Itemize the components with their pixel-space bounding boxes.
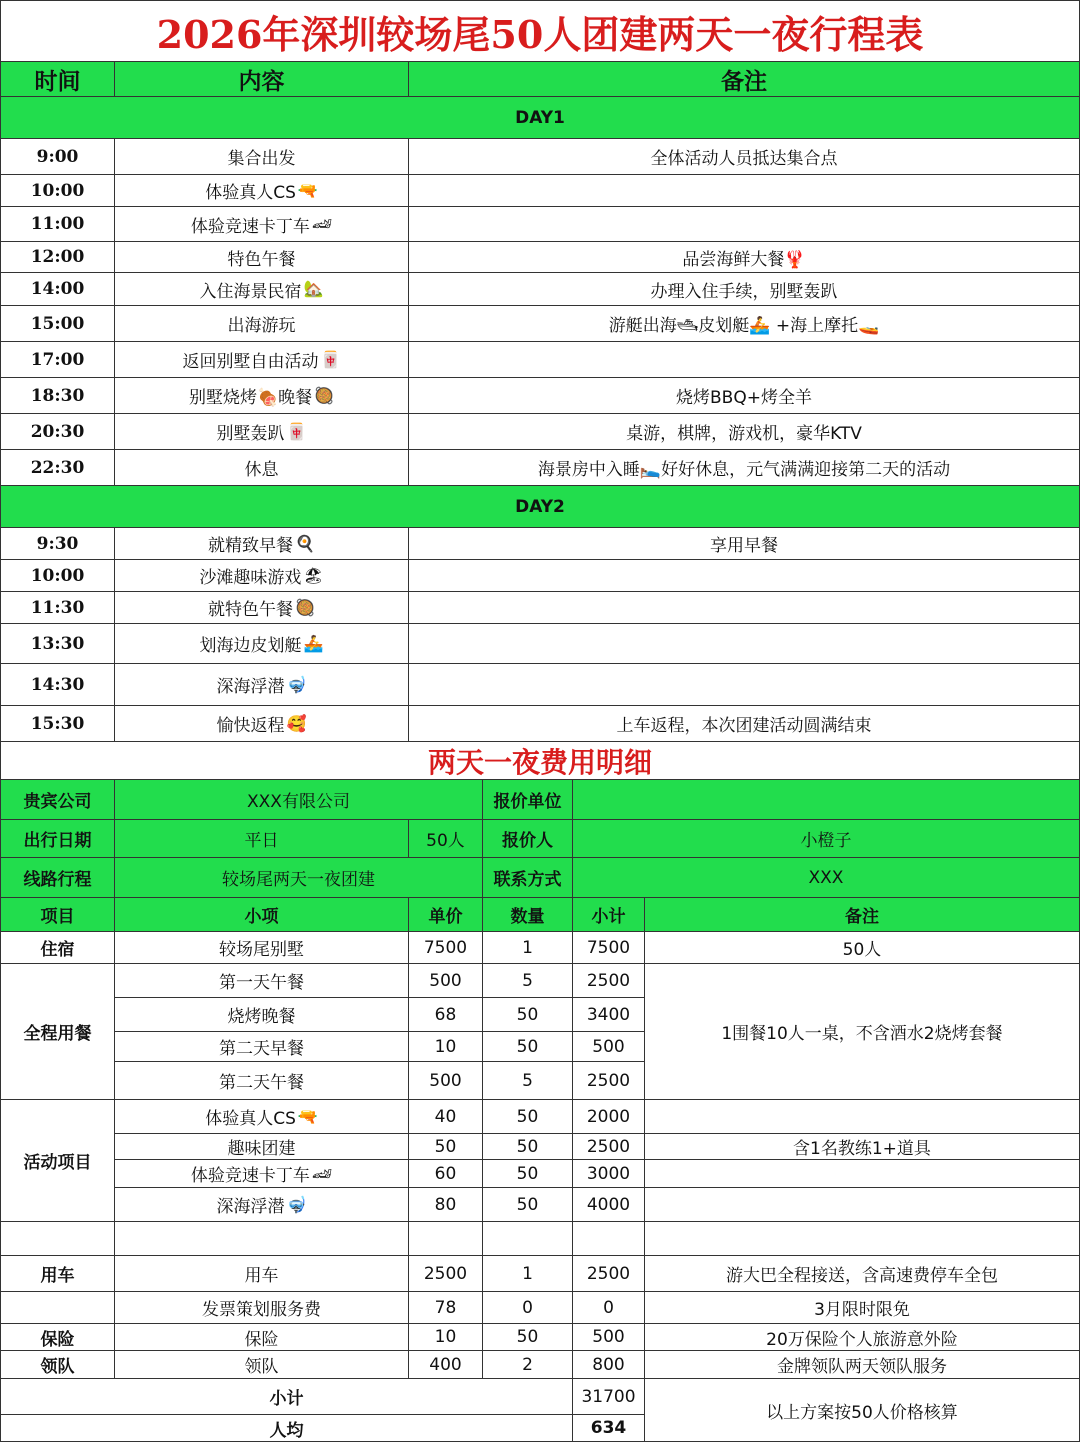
page-title: 2026年深圳较场尾50人团建两天一夜行程表: [0, 0, 1080, 62]
qty-cell: 0: [483, 1292, 573, 1324]
emoji-icon: 🔫: [297, 180, 318, 200]
cell-text: 沙滩趣味游戏: [199, 568, 302, 588]
item-cell: 活动项目: [0, 1100, 115, 1222]
note-cell: 上车返程，本次团建活动圆满结束: [409, 706, 1080, 742]
time-cell: 18:30: [0, 378, 115, 414]
emoji-icon: 🤿: [286, 1194, 307, 1214]
info-value: 50人: [409, 820, 483, 858]
note-cell: 烧烤BBQ+烤全羊: [409, 378, 1080, 414]
item-cell: 用车: [0, 1256, 115, 1292]
qty-cell: 1: [483, 932, 573, 964]
sub-item-cell: 第一天午餐: [115, 964, 409, 998]
sub-item-cell: 第二天早餐: [115, 1032, 409, 1062]
info-value: 较场尾两天一夜团建: [115, 858, 483, 898]
emoji-icon: 🍳: [295, 533, 315, 553]
empty-cell: [409, 1222, 483, 1256]
per-person-value: 634: [573, 1415, 645, 1442]
time-cell: 17:00: [0, 342, 115, 378]
sub-item-cell: 保险: [115, 1324, 409, 1351]
price-cell: 50: [409, 1134, 483, 1160]
content-cell: [115, 706, 409, 742]
empty-cell: [483, 1222, 573, 1256]
note-cell: 金牌领队两天领队服务: [645, 1351, 1080, 1379]
header-notes: 备注: [409, 62, 1080, 97]
subtotal-cell: 2500: [573, 1062, 645, 1100]
time-cell: 12:00: [0, 242, 115, 273]
cell-text: 入住海景民宿: [199, 281, 302, 302]
qty-cell: 2: [483, 1351, 573, 1379]
info-value: [573, 780, 1080, 820]
sub-item-cell: 用车: [115, 1256, 409, 1292]
sub-item-cell: 第二天午餐: [115, 1062, 409, 1100]
cost-header-price: 单价: [409, 898, 483, 932]
note-cell: [409, 175, 1080, 207]
emoji-icon: 🥘: [314, 385, 335, 405]
subtotal-cell: 3000: [573, 1160, 645, 1188]
cell-text: 体验竞速卡丁车: [190, 216, 310, 237]
emoji-icon: 🤿: [286, 674, 307, 694]
price-cell: 60: [409, 1160, 483, 1188]
content-cell: [115, 560, 409, 592]
info-label: 出行日期: [0, 820, 115, 858]
content-cell: [115, 414, 409, 450]
qty-cell: 5: [483, 964, 573, 998]
sub-item-cell: [115, 1188, 409, 1222]
content-cell: [115, 342, 409, 378]
note-cell: 全体活动人员抵达集合点: [409, 139, 1080, 175]
sub-item-cell: 发票策划服务费: [115, 1292, 409, 1324]
content-cell: [115, 175, 409, 207]
price-cell: 500: [409, 964, 483, 998]
qty-cell: 50: [483, 998, 573, 1032]
emoji-icon: 🚣: [303, 633, 324, 653]
content-cell: [115, 664, 409, 706]
note-cell: 办理入住手续，别墅轰趴: [409, 273, 1080, 306]
note-cell: 享用早餐: [409, 528, 1080, 560]
note-cell: 游艇出海🛥皮划艇🚣 +海上摩托🚤: [409, 306, 1080, 342]
note-cell: 3月限时限免: [645, 1292, 1080, 1324]
cell-text: 就精致早餐: [208, 536, 294, 556]
cost-header-qty: 数量: [483, 898, 573, 932]
subtotal-cell: 2500: [573, 964, 645, 998]
cell-text: 深海浮潜: [216, 677, 285, 697]
info-label: 贵宾公司: [0, 780, 115, 820]
note-cell: 50人: [645, 932, 1080, 964]
price-cell: 10: [409, 1324, 483, 1351]
note-cell: [409, 592, 1080, 624]
content-cell: [115, 624, 409, 664]
subtotal-cell: 0: [573, 1292, 645, 1324]
content-cell: [115, 592, 409, 624]
sub-item-cell: 领队: [115, 1351, 409, 1379]
cell-text: 深海浮潜: [216, 1197, 285, 1217]
subtotal-cell: 2000: [573, 1100, 645, 1134]
note-cell: 海景房中入睡🛌好好休息，元气满满迎接第二天的活动: [409, 450, 1080, 486]
price-cell: 68: [409, 998, 483, 1032]
content-cell: 出海游玩: [115, 306, 409, 342]
sub-item-cell: [115, 1100, 409, 1134]
subtotal-cell: 500: [573, 1324, 645, 1351]
price-cell: 500: [409, 1062, 483, 1100]
note-cell: 品尝海鲜大餐🦞: [409, 242, 1080, 273]
emoji-icon: 🥘: [295, 597, 315, 617]
note-cell: [409, 207, 1080, 242]
day-band: DAY2: [0, 486, 1080, 528]
total-value: 31700: [573, 1379, 645, 1415]
subtotal-cell: 2500: [573, 1256, 645, 1292]
time-cell: 10:00: [0, 175, 115, 207]
note-cell: 1围餐10人一桌，不含酒水2烧烤套餐: [645, 964, 1080, 1100]
time-cell: 9:30: [0, 528, 115, 560]
emoji-icon: 🀄: [286, 421, 307, 441]
time-cell: 13:30: [0, 624, 115, 664]
empty-cell: [573, 1222, 645, 1256]
time-cell: 11:00: [0, 207, 115, 242]
info-label: 联系方式: [483, 858, 573, 898]
cell-text: 体验真人CS: [205, 183, 296, 203]
note-cell: 含1名教练1+道具: [645, 1134, 1080, 1160]
time-cell: 11:30: [0, 592, 115, 624]
emoji-icon: 🏡: [303, 279, 324, 298]
subtotal-cell: 4000: [573, 1188, 645, 1222]
price-cell: 7500: [409, 932, 483, 964]
cost-subtitle: 两天一夜费用明细: [0, 742, 1080, 780]
empty-cell: [645, 1222, 1080, 1256]
sub-item-cell: [115, 1160, 409, 1188]
emoji-icon: 🏎: [311, 214, 333, 233]
qty-cell: 50: [483, 1032, 573, 1062]
cell-text: 别墅轰趴: [216, 424, 285, 444]
total-label: 小计: [0, 1379, 573, 1415]
content-cell: [115, 207, 409, 242]
item-cell: 保险: [0, 1324, 115, 1351]
time-cell: 15:00: [0, 306, 115, 342]
empty-cell: [0, 1222, 115, 1256]
note-cell: [645, 1160, 1080, 1188]
subtotal-cell: 500: [573, 1032, 645, 1062]
qty-cell: 50: [483, 1188, 573, 1222]
subtotal-cell: 800: [573, 1351, 645, 1379]
info-value: 平日: [115, 820, 409, 858]
content-cell: 集合出发: [115, 139, 409, 175]
emoji-icon: 🏎: [311, 1163, 333, 1183]
content-cell: 休息: [115, 450, 409, 486]
content-cell: [115, 528, 409, 560]
header-content: 内容: [115, 62, 409, 97]
time-cell: 22:30: [0, 450, 115, 486]
content-cell: [115, 273, 409, 306]
info-value: XXX: [573, 858, 1080, 898]
cell-text: 别墅烧烤🍖晚餐: [188, 388, 313, 408]
note-cell: [645, 1188, 1080, 1222]
subtotal-cell: 2500: [573, 1134, 645, 1160]
content-cell: 特色午餐: [115, 242, 409, 273]
time-cell: 20:30: [0, 414, 115, 450]
header-time: 时间: [0, 62, 115, 97]
time-cell: 14:30: [0, 664, 115, 706]
cost-header-item: 项目: [0, 898, 115, 932]
note-cell: [409, 624, 1080, 664]
qty-cell: 50: [483, 1324, 573, 1351]
sub-item-cell: 趣味团建: [115, 1134, 409, 1160]
note-cell: [409, 664, 1080, 706]
item-cell: 领队: [0, 1351, 115, 1379]
info-label: 报价单位: [483, 780, 573, 820]
qty-cell: 50: [483, 1134, 573, 1160]
cell-text: 就特色午餐: [208, 600, 294, 620]
time-cell: 10:00: [0, 560, 115, 592]
note-cell: [409, 342, 1080, 378]
note-cell: 20万保险个人旅游意外险: [645, 1324, 1080, 1351]
info-value: XXX有限公司: [115, 780, 483, 820]
sub-item-cell: 较场尾别墅: [115, 932, 409, 964]
empty-cell: [115, 1222, 409, 1256]
time-cell: 9:00: [0, 139, 115, 175]
info-value: 小橙子: [573, 820, 1080, 858]
note-cell: 游大巴全程接送，含高速费停车全包: [645, 1256, 1080, 1292]
emoji-icon: 🀄: [320, 349, 341, 369]
subtotal-cell: 7500: [573, 932, 645, 964]
cell-text: 划海边皮划艇: [199, 636, 302, 656]
emoji-icon: 🥰: [286, 713, 307, 733]
sub-item-cell: 烧烤晚餐: [115, 998, 409, 1032]
price-cell: 78: [409, 1292, 483, 1324]
item-cell: [0, 1292, 115, 1324]
note-cell: [409, 560, 1080, 592]
cost-header-subtotal: 小计: [573, 898, 645, 932]
price-cell: 40: [409, 1100, 483, 1134]
info-label: 报价人: [483, 820, 573, 858]
per-person-label: 人均: [0, 1415, 573, 1442]
cell-text: 体验竞速卡丁车: [190, 1166, 310, 1186]
qty-cell: 1: [483, 1256, 573, 1292]
emoji-icon: 🏖: [303, 565, 324, 585]
price-cell: 10: [409, 1032, 483, 1062]
emoji-icon: 🔫: [297, 1106, 318, 1126]
time-cell: 14:00: [0, 273, 115, 306]
price-cell: 400: [409, 1351, 483, 1379]
footer-note: 以上方案按50人价格核算: [645, 1379, 1080, 1442]
note-cell: [645, 1100, 1080, 1134]
cost-header-sub: 小项: [115, 898, 409, 932]
time-cell: 15:30: [0, 706, 115, 742]
cell-text: 愉快返程: [216, 716, 285, 736]
price-cell: 80: [409, 1188, 483, 1222]
cost-header-notes: 备注: [645, 898, 1080, 932]
cell-text: 返回别墅自由活动: [182, 352, 319, 372]
item-cell: 住宿: [0, 932, 115, 964]
subtotal-cell: 3400: [573, 998, 645, 1032]
price-cell: 2500: [409, 1256, 483, 1292]
item-cell: 全程用餐: [0, 964, 115, 1100]
qty-cell: 5: [483, 1062, 573, 1100]
info-label: 线路行程: [0, 858, 115, 898]
content-cell: [115, 378, 409, 414]
cell-text: 体验真人CS: [205, 1109, 296, 1129]
qty-cell: 50: [483, 1160, 573, 1188]
day-band: DAY1: [0, 97, 1080, 139]
note-cell: 桌游，棋牌，游戏机，豪华KTV: [409, 414, 1080, 450]
qty-cell: 50: [483, 1100, 573, 1134]
